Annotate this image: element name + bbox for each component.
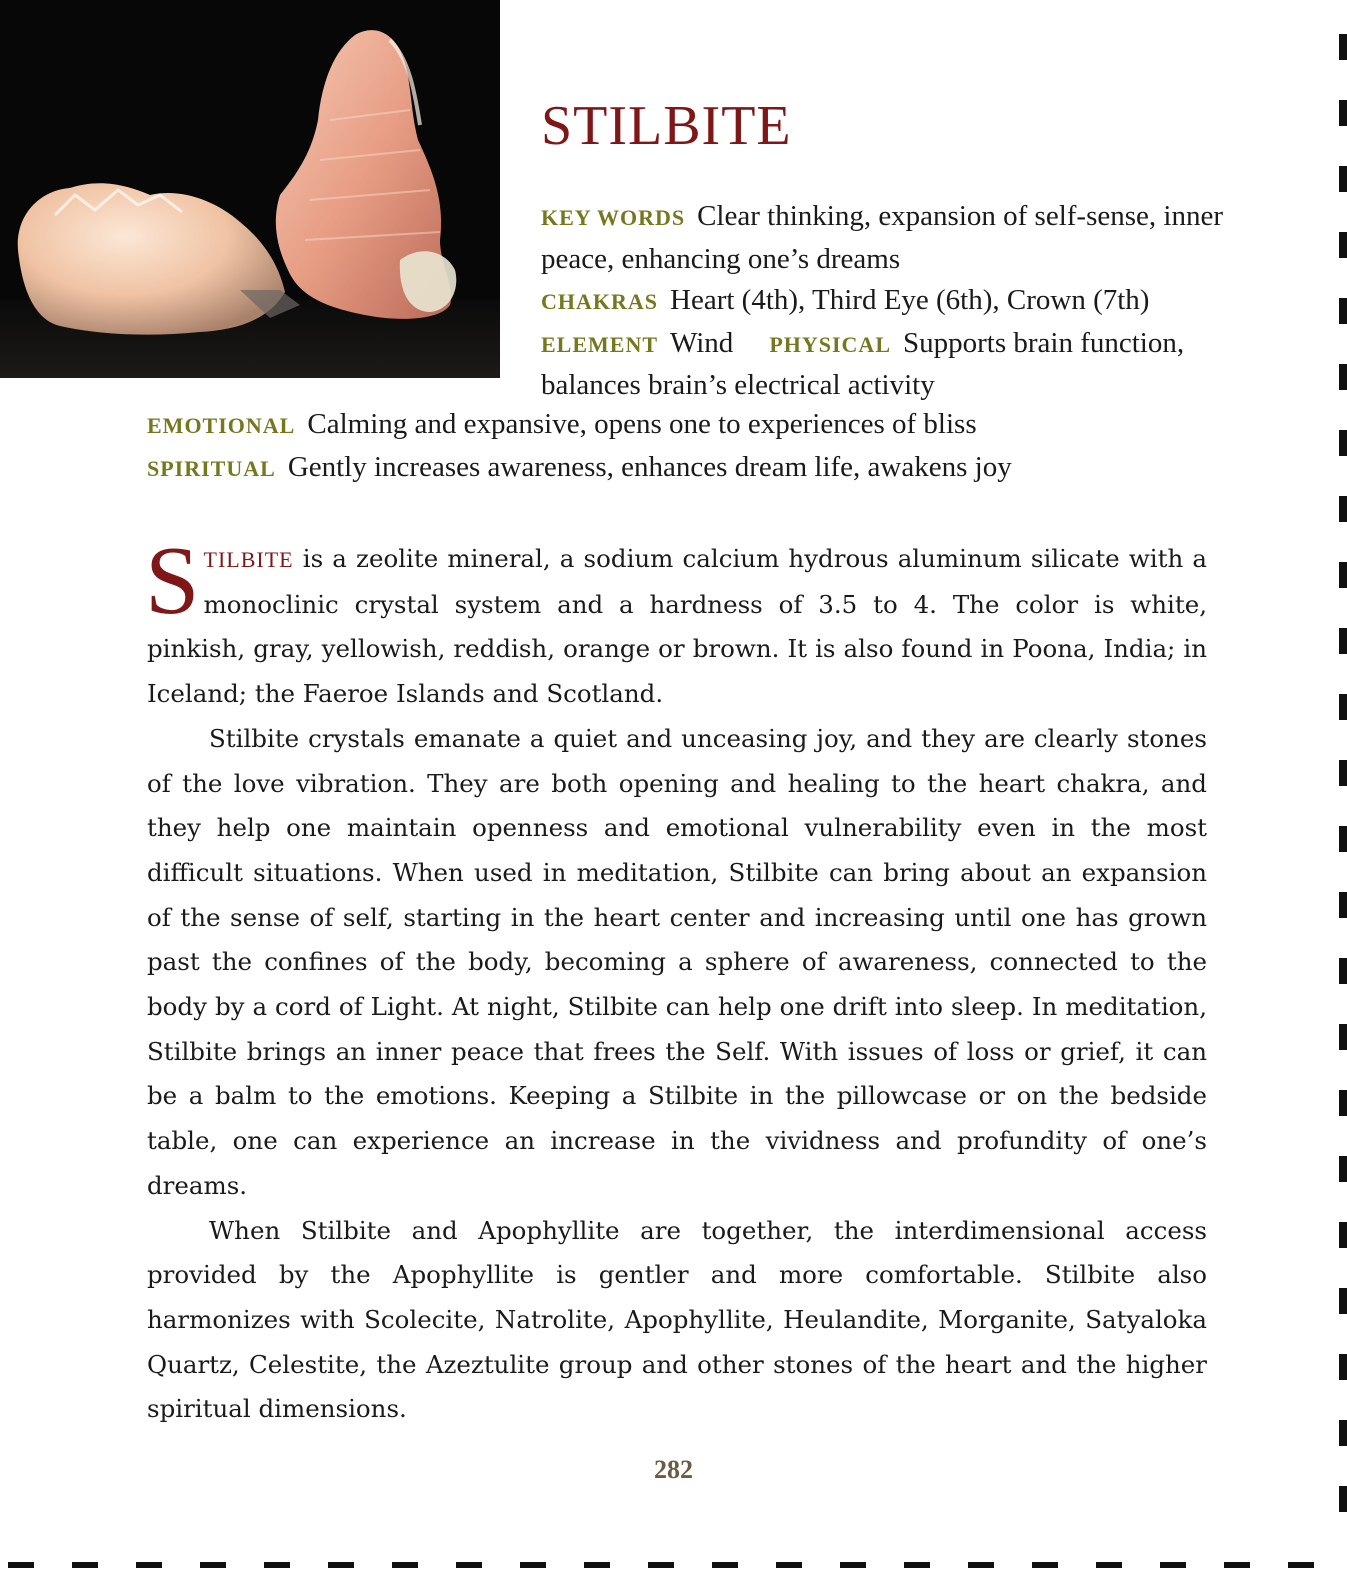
- stone-attributes-top: [541, 196, 1241, 407]
- paragraph-1: [145, 527, 1207, 717]
- crop-marks-right: [1339, 0, 1347, 1572]
- emotional-value: Calming and expansive, opens one to experiences of bliss: [307, 408, 977, 440]
- stone-attributes-bottom: [147, 404, 1247, 489]
- physical-label: PHYSICAL: [769, 331, 891, 357]
- article-body: [145, 527, 1207, 1432]
- paragraph-3: When Stilbite and Apophyllite are together, the interdimensional access provided by the Apophyllite is gentler and more comfortable. Stilbite also harmonizes with Scolecite, Natrolite, Apophyllite, Heulandite, Morganite, Satyaloka Quartz, Celestite, the Azeztulite group and other stones of the heart and the higher spiritual dimensions.: [147, 1215, 1207, 1424]
- crop-marks-bottom: [0, 1560, 1347, 1572]
- drop-cap: S: [145, 527, 200, 635]
- paragraph-1-text: is a zeolite mineral, a sodium calcium hydrous aluminum silicate with a monoclinic crystal system and a hardness of 3.5 to 4. The color is white, pinkish, gray, yellowish, reddish, orange or brown. It is also found in Poona, India; in Iceland; the Faeroe Islands and Scotland.: [147, 544, 1207, 709]
- chakras-label: CHAKRAS: [541, 289, 659, 315]
- crystal-illustration: [0, 0, 500, 378]
- spiritual-label: SPIRITUAL: [147, 455, 276, 481]
- physical-value: Supports brain function, balances brain’s electrical activity: [541, 326, 1185, 402]
- spiritual-value: Gently increases awareness, enhances dream life, awakens joy: [287, 450, 1012, 483]
- lead-small-caps: TILBITE: [203, 547, 294, 572]
- key-words-value: Clear thinking, expansion of self-sense, inner peace, enhancing one’s dreams: [541, 200, 1223, 275]
- stilbite-crystal-photo: [0, 0, 500, 378]
- paragraph-2: Stilbite crystals emanate a quiet and unceasing joy, and they are clearly stones of the love vibration. They are both opening and healing to the heart chakra, and they help one maintain openness and emotional vulnerability even in the most difficult situations. When used in meditation, Stilbite can bring about an expansion of the sense of self, starting in the heart center and increasing until one has grown past the confines of the body, becoming a sphere of awareness, connected to the body by a cord of Light. At night, Stilbite can help one drift into sleep. In meditation, Stilbite brings an inner peace that frees the Self. With issues of loss or grief, it can be a balm to the emotions. Keeping a Stilbite in the pillowcase or on the bedside table, one can experience an increase in the vividness and profundity of one’s dreams.: [147, 723, 1207, 1200]
- element-value: Wind: [670, 326, 734, 359]
- chakras-value: Heart (4th), Third Eye (6th), Crown (7th): [670, 284, 1150, 317]
- page-title: STILBITE: [541, 95, 792, 157]
- page-number: 282: [654, 1455, 693, 1484]
- element-label: ELEMENT: [541, 331, 659, 357]
- key-words-label: KEY WORDS: [541, 205, 686, 230]
- emotional-label: EMOTIONAL: [147, 413, 296, 438]
